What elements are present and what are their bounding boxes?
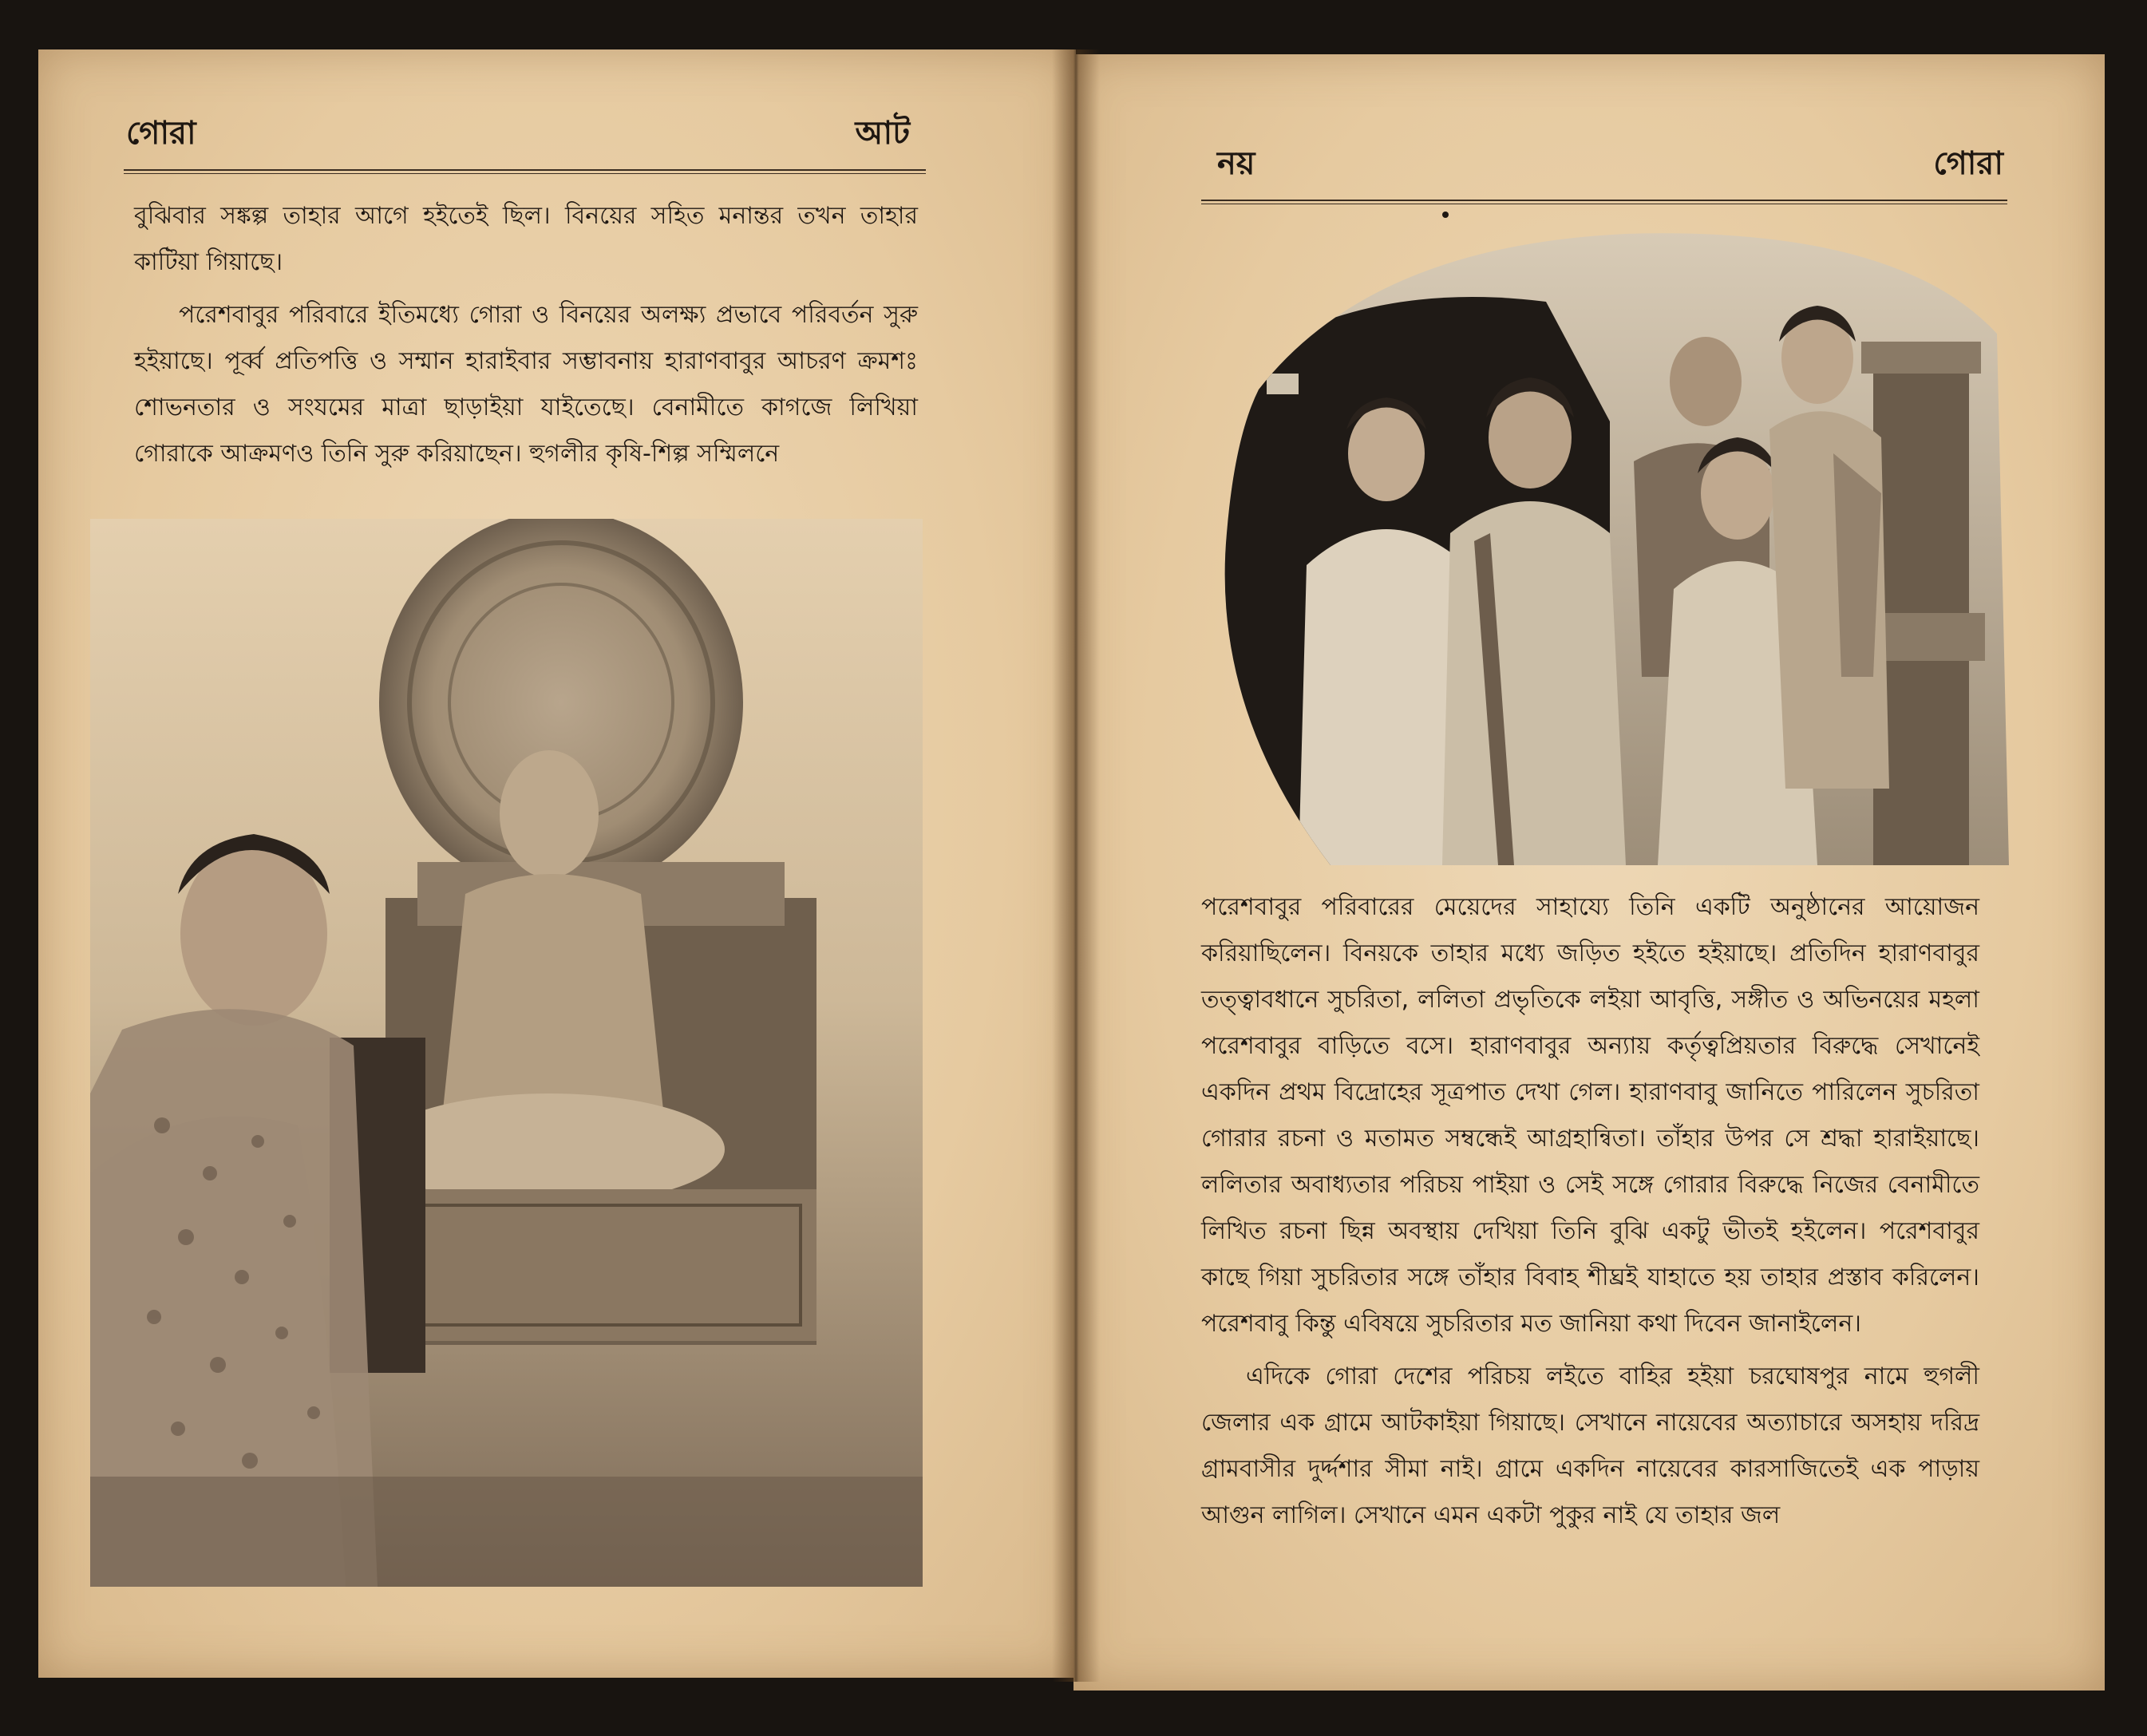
right-page-header xyxy=(1217,142,2003,198)
book-gutter xyxy=(1052,49,1100,1682)
left-page-number: আট xyxy=(855,115,910,152)
left-header-title: গোরা xyxy=(126,115,196,152)
left-page-header xyxy=(126,112,910,168)
print-speck xyxy=(1442,212,1449,218)
right-paragraph-2: এদিকে গোরা দেশের পরিচয় লইতে বাহির হইয়া চরঘোষপুর নামে হুগলী জেলার এক গ্রামে আটকাইয়া গিয়াছে। সেখানে নায়েবের অত্যাচারে অসহায় দরিদ্র গ্রামবাসীর দুর্দ্দশার সীমা নাই। গ্রামে একদিন নায়েবের কারসাজিতেই এক পাড়ায় আগুন লাগিল। সেখানে এমন একটা পুকুর নাই যে তাহার জল xyxy=(1201,1362,1979,1529)
right-page-number: নয় xyxy=(1217,145,1255,182)
right-header-title: গোরা xyxy=(1933,145,2003,182)
left-header-rule xyxy=(124,169,926,174)
left-body-text xyxy=(134,193,918,477)
right-paragraph-1: পরেশবাবুর পরিবারের মেয়েদের সাহায্যে তিনি একটি অনুষ্ঠানের আয়োজন করিয়াছিলেন। বিনয়কে তাহার মধ্যে জড়িত হইতে হইয়াছে। প্রতিদিন হারাণবাবুর তত্ত্বাবধানে সুচরিতা, ললিতা প্রভৃতিকে লইয়া আবৃত্তি, সঙ্গীত ও অভিনয়ের মহলা পরেশবাবুর বাড়িতে বসে। হারাণবাবুর অন্যায় কর্তৃত্বপ্রিয়তার বিরুদ্ধে সেখানেই একদিন প্রথম বিদ্রোহের সূত্রপাত দেখা গেল। হারাণবাবু জানিতে পারিলেন সুচরিতা গোরার রচনা ও মতামত সম্বন্ধেই আগ্রহান্বিতা। তাঁহার উপর সে শ্রদ্ধা হারাইয়াছে। ললিতার অবাধ্যতার পরিচয় পাইয়া ও সেই সঙ্গে গোরার বিরুদ্ধে নিজের বেনামীতে লিখিত রচনা ছিন্ন অবস্থায় দেখিয়া তিনি বুঝি একটু ভীতই হইলেন। পরেশবাবুর কাছে গিয়া সুচরিতার সঙ্গে তাঁহার বিবাহ শীঘ্রই যাহাতে হয় তাহার প্রস্তাব করিলেন। পরেশবাবু কিন্তু এবিষয়ে সুচরিতার মত জানিয়া কথা দিবেন জানাইলেন। xyxy=(1201,893,1979,1338)
right-header-rule xyxy=(1201,200,2007,204)
left-paragraph-2: পরেশবাবুর পরিবারে ইতিমধ্যে গোরা ও বিনয়ের অলক্ষ্য প্রভাবে পরিবর্তন সুরু হইয়াছে। পূর্ব্ব প্রতিপত্তি ও সম্মান হারাইবার সম্ভাবনায় হারাণবাবুর আচরণ ক্রমশঃ শোভনতার ও সংযমের মাত্রা ছাড়াইয়া যাইতেছে। বেনামীতে কাগজে লিখিয়া গোরাকে আক্রমণও তিনি সুরু করিয়াছেন। হুগলীর কৃষি-শিল্প সম্মিলনে xyxy=(134,301,918,468)
left-film-still xyxy=(90,519,923,1587)
right-body-text xyxy=(1201,884,1979,1539)
right-film-still xyxy=(1211,230,2011,865)
left-paragraph-1: বুঝিবার সঙ্কল্প তাহার আগে হইতেই ছিল। বিনয়ের সহিত মনান্তর তখন তাহার কাটিয়া গিয়াছে। xyxy=(134,202,918,276)
